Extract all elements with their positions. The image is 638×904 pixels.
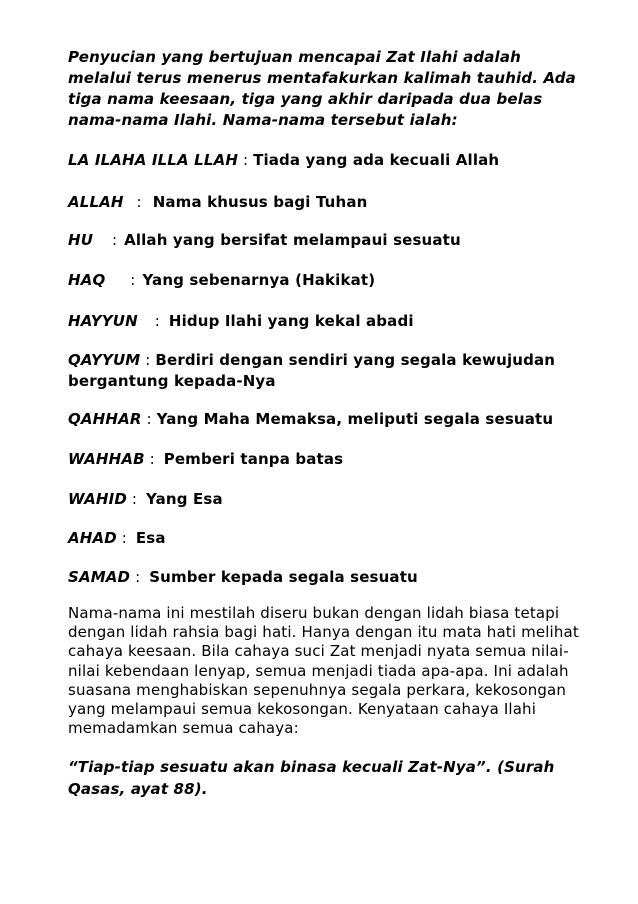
term-name: LA ILAHA ILLA LLAH xyxy=(68,151,239,169)
term-meaning: Esa xyxy=(135,529,166,547)
quote-paragraph: “Tiap-tiap sesuatu akan binasa kecuali Zat-Nya”. (Surah Qasas, ayat 88). xyxy=(68,758,555,798)
term-meaning: Nama khusus bagi Tuhan xyxy=(152,193,368,211)
term-name: AHAD xyxy=(68,529,117,547)
term-separator: : xyxy=(144,450,160,468)
term-name: WAHHAB xyxy=(68,450,145,468)
term-separator: : xyxy=(126,490,143,508)
body-paragraph: Nama-nama ini mestilah diseru bukan dengan lidah biasa tetapi dengan lidah rahsia bagi hati. Hanya dengan itu mata hati melihat cahaya keesaan. Bila cahaya suci Zat menjadi nyata semua nilai-nilai kebendaan lenyap, semua menjadi tiada apa-apa. Ini adalah suasana menghabiskan sepenuhnya segala perkara, kekosongan yang melampaui semua kekosongan. Kenyataan cahaya Ilahi memadamkan semua cahaya: xyxy=(68,604,579,738)
term-row xyxy=(68,311,588,332)
term-meaning: Sumber kepada segala sesuatu xyxy=(149,568,418,586)
term-name: SAMAD xyxy=(68,568,131,586)
term-separator: : xyxy=(149,312,165,330)
term-meaning: Tiada yang ada kecuali Allah xyxy=(253,151,500,169)
term-row xyxy=(68,192,588,213)
term-meaning: Pemberi tanpa batas xyxy=(163,450,344,468)
term-row xyxy=(68,150,588,171)
term-separator: : xyxy=(125,271,141,289)
term-meaning: Hidup Ilahi yang kekal abadi xyxy=(168,312,414,330)
term-row xyxy=(68,409,588,430)
term-name: WAHID xyxy=(68,490,127,508)
term-separator: : xyxy=(107,231,123,249)
term-row xyxy=(68,350,588,392)
term-meaning: Yang Maha Memaksa, meliputi segala sesuatu xyxy=(156,410,554,428)
term-separator: : xyxy=(116,529,132,547)
term-name: QAYYUM xyxy=(68,351,141,369)
term-name: ALLAH xyxy=(68,193,124,211)
term-meaning: Yang sebenarnya (Hakikat) xyxy=(142,271,376,289)
term-row xyxy=(68,449,588,470)
term-row xyxy=(68,270,588,291)
term-separator: : xyxy=(238,151,254,169)
term-name: HAQ xyxy=(68,271,106,289)
term-name: QAHHAR xyxy=(68,410,142,428)
term-separator: : xyxy=(141,410,157,428)
term-separator: : xyxy=(130,568,146,586)
term-row xyxy=(68,528,588,549)
term-separator: : xyxy=(131,193,147,211)
term-row xyxy=(68,567,588,588)
term-row xyxy=(68,230,588,251)
term-meaning: Berdiri dengan sendiri yang segala kewujudan bergantung kepada-Nya xyxy=(68,351,556,390)
term-name: HAYYUN xyxy=(68,312,138,330)
intro-paragraph: Penyucian yang bertujuan mencapai Zat Ilahi adalah melalui terus menerus mentafakurkan kalimah tauhid. Ada tiga nama keesaan, tiga yang akhir daripada dua belas nama-nama Ilahi. Nama-nama tersebut ialah: xyxy=(68,48,576,129)
term-meaning: Allah yang bersifat melampaui sesuatu xyxy=(124,231,461,249)
term-meaning: Yang Esa xyxy=(146,490,223,508)
term-name: HU xyxy=(68,231,94,249)
term-row xyxy=(68,489,588,510)
term-separator: : xyxy=(140,351,156,369)
